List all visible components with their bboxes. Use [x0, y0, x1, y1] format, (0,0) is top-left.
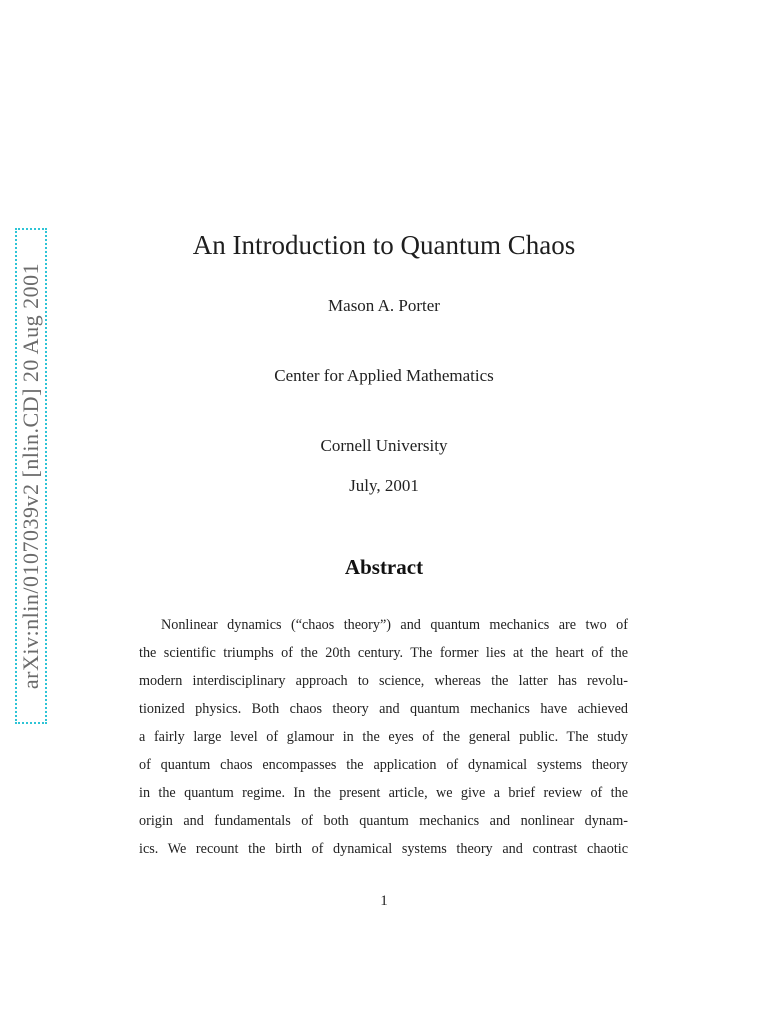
affiliation-university: Cornell University [320, 436, 448, 455]
abstract-line: tionized physics. Both chaos theory and quantum mechanics have achieved [139, 701, 628, 717]
abstract-heading: Abstract [344, 555, 424, 579]
affiliation-department: Center for Applied Mathematics [274, 366, 494, 385]
publication-date: July, 2001 [349, 476, 419, 495]
abstract-line: modern interdisciplinary approach to science, whereas the latter has revolu- [139, 673, 628, 689]
author-name: Mason A. Porter [328, 296, 440, 315]
abstract-line: origin and fundamentals of both quantum mechanics and nonlinear dynam- [139, 813, 628, 829]
abstract-line: in the quantum regime. In the present article, we give a brief review of the [139, 785, 628, 801]
page-number: 1 [380, 893, 388, 909]
abstract-line: of quantum chaos encompasses the application of dynamical systems theory [139, 757, 628, 773]
abstract-line: Nonlinear dynamics (“chaos theory”) and quantum mechanics are two of [161, 617, 628, 633]
paper-title: An Introduction to Quantum Chaos [192, 230, 576, 260]
abstract-line: the scientific triumphs of the 20th century. The former lies at the heart of the [139, 645, 628, 661]
abstract-body [139, 611, 628, 863]
arxiv-identifier[interactable]: arXiv:nlin/0107039v2 [nlin.CD] 20 Aug 2001 [18, 262, 43, 690]
abstract-line: ics. We recount the birth of dynamical systems theory and contrast chaotic [139, 841, 628, 857]
abstract-line: a fairly large level of glamour in the eyes of the general public. The study [139, 729, 628, 745]
